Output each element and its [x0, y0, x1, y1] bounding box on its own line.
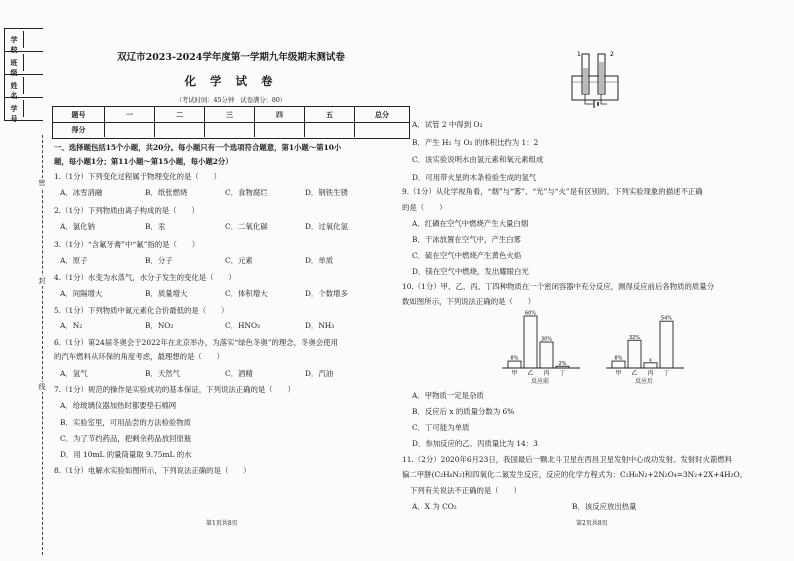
section1-title-line1: 一、选择题包括15个小题，共20分。每小题只有一个选项符合题意，第1小题～第10小: [54, 143, 342, 152]
score-cell[interactable]: [205, 122, 255, 137]
binding-field-box[interactable]: [23, 54, 42, 71]
score-cell[interactable]: [105, 122, 155, 137]
q6-option-b[interactable]: B．天然气: [145, 369, 180, 378]
chart-bar: [508, 361, 521, 368]
tube-2-label: 2: [610, 51, 614, 58]
subject-title: 化 学 试 卷: [184, 74, 278, 88]
binding-field-name: [4, 74, 43, 98]
binding-field-box[interactable]: [23, 31, 42, 48]
q10-option-b[interactable]: B．反应后 x 的质量分数为 6%: [412, 407, 515, 416]
q1-option-b[interactable]: B．纸张燃烧: [145, 188, 188, 197]
score-table-header: 三: [205, 107, 255, 122]
chart-data-label: 30%: [540, 336, 553, 343]
score-table-header: 总分: [375, 110, 389, 119]
q11-stem-line3: 下列有关说法不正确的是（ ）: [410, 486, 521, 495]
chart-category-label: 丁: [663, 370, 670, 377]
q10-option-c[interactable]: C．丁可能为单质: [412, 423, 470, 432]
q9-option-c[interactable]: C．硫在空气中燃烧产生黄色火焰: [412, 251, 522, 260]
bar-chart-after: [604, 308, 686, 388]
q11-stem-line2: 偏二甲肼(C₂H₈N₂)和四氧化二氮发生反应，反应的化学方程式为：C₂H₈N₂+2N₂O₄=3N₂+2X+4H₂O。: [402, 470, 748, 479]
chart-bar: [524, 316, 537, 368]
chart-bar: [612, 361, 625, 368]
q3-option-a[interactable]: A．原子: [60, 256, 88, 265]
water-in-tube-1: [583, 68, 588, 94]
binding-field-label: 学 校: [10, 35, 18, 54]
chart-category-label: 甲: [615, 370, 622, 377]
q5-option-a[interactable]: A．N₂: [60, 321, 83, 330]
q3-option-d[interactable]: D．单质: [305, 256, 334, 265]
q8-option-a[interactable]: A．试管 2 中得到 O₂: [412, 120, 483, 129]
score-table-header: 一: [105, 107, 155, 122]
score-table-header: 四: [255, 107, 305, 122]
q4-option-b[interactable]: B．质量增大: [145, 289, 188, 298]
exam-title: 双辽市2023-2024学年度第一学期九年级期末测试卷: [117, 52, 345, 63]
q1-option-d[interactable]: D．钢铁生锈: [305, 188, 348, 197]
q9-option-b[interactable]: B．干冰放置在空气中，产生白雾: [412, 235, 521, 244]
electrolysis-diagram: [560, 48, 632, 110]
q6-stem-line1: 6.（1分）第24届冬奥会于2022年在北京举办，为落实“绿色冬奥”的理念，冬奥会使用: [54, 338, 339, 347]
seal-line: [42, 135, 43, 555]
chart-data-label: x: [649, 357, 652, 364]
q7-option-b[interactable]: B．实验室里，可用品尝的方法检验物质: [60, 418, 192, 427]
section1-title-line2: 题，每小题1分；第11小题～第15小题，每小题2分）: [54, 157, 233, 166]
chart-category-label: 丁: [559, 370, 566, 377]
chart-category-label: 丙: [543, 370, 550, 377]
water-in-tube-2: [599, 62, 604, 94]
water-trough: [572, 76, 618, 100]
q4-stem: 4.（1分）水变为水蒸气，水分子发生的变化是（ ）: [54, 273, 236, 282]
q1-option-a[interactable]: A．冰雪消融: [60, 188, 103, 197]
chart-bar: [660, 321, 673, 368]
binding-field-box[interactable]: [23, 100, 42, 117]
q10-stem-line1: 10.（1分）甲、乙、丙、丁四种物质在一个密闭容器中充分反应，测得反应前后各物质的质量分: [402, 282, 715, 291]
q7-option-a[interactable]: A．给玻璃仪器加热时都要垫石棉网: [60, 401, 177, 410]
seal-char-feng: 封: [36, 276, 48, 286]
q10-option-a[interactable]: A．甲物质一定是杂质: [412, 391, 484, 400]
q8-stem: 8.（1分）电解水实验如图所示，下列说法正确的是（ ）: [54, 466, 251, 475]
score-cell[interactable]: [355, 122, 409, 137]
q5-option-d[interactable]: D．NH₃: [305, 321, 335, 330]
chart-x-label: 反应前: [530, 378, 550, 385]
seal-char-mi: 密: [36, 178, 48, 188]
binding-field-id: [4, 97, 43, 121]
q2-stem: 2.（1分）下列物质由离子构成的是（ ）: [54, 206, 199, 215]
chart-category-label: 乙: [527, 370, 534, 377]
q7-option-c[interactable]: C．为了节约药品，把剩余药品放回原瓶: [60, 434, 192, 443]
q6-option-a[interactable]: A．氢气: [60, 369, 88, 378]
bar-chart-before: [500, 308, 582, 388]
exam-info: （考试时间：45分钟 试卷满分：80）: [175, 97, 287, 104]
score-table-header: 二: [155, 107, 205, 122]
page-footer-right: 第2页共8页: [576, 520, 608, 527]
binding-field-class: [4, 51, 43, 75]
q9-option-a[interactable]: A．红磷在空气中燃烧产生大量白烟: [412, 219, 529, 228]
q7-stem: 7.（1分）规范的操作是实验成功的基本保证，下列说法正确的是（ ）: [54, 385, 295, 394]
chart-data-label: 2%: [558, 360, 567, 367]
q3-stem: 3.（1分）“含氟牙膏”中“氟”指的是（ ）: [54, 240, 200, 249]
q9-option-d[interactable]: D．镁在空气中燃烧，发出耀眼白光: [412, 267, 529, 276]
q3-option-b[interactable]: B．分子: [145, 256, 173, 265]
electrode-wires: [585, 94, 607, 104]
q11-option-a[interactable]: A．X 为 CO₂: [412, 502, 457, 511]
score-table-score-row: [53, 122, 409, 137]
q9-stem-line1: 9.（1分）从化学视角看，“烟”与“雾”、“光”与“火”是有区别的。下列实验现象的描述不正确: [402, 187, 703, 196]
q1-stem: 1.（1分）下列变化过程属于物理变化的是（ ）: [54, 172, 221, 181]
q4-option-a[interactable]: A．间隔增大: [60, 289, 103, 298]
q4-option-d[interactable]: D．个数增多: [305, 289, 348, 298]
page-footer-left: 第1页共8页: [206, 520, 238, 527]
q10-stem-line2: 数如图所示，下列说法正确的是（ ）: [402, 297, 536, 306]
binding-field-label: 班 级: [10, 58, 18, 77]
q7-option-d[interactable]: D．用 10mL 的量筒量取 9.75mL 的水: [60, 450, 192, 459]
q2-option-c[interactable]: C．二氧化碳: [225, 222, 268, 231]
q2-option-d[interactable]: D．过氧化氢: [305, 222, 348, 231]
score-row-label: 得分: [53, 122, 105, 137]
chart-x-label: 反应后: [634, 378, 654, 385]
q5-stem: 5.（1分）下列物质中氮元素化合价最低的是（ ）: [54, 306, 229, 315]
score-table-header: 五: [305, 107, 355, 122]
q6-option-d[interactable]: D．汽油: [305, 369, 334, 378]
binding-field-box[interactable]: [23, 77, 42, 94]
tube-1-label: 1: [577, 51, 581, 58]
chart-bar: [644, 363, 657, 368]
chart-category-label: 甲: [511, 370, 518, 377]
chart-data-label: 32%: [628, 334, 641, 341]
q4-option-c[interactable]: C．体积增大: [225, 289, 268, 298]
chart-data-label: 8%: [510, 355, 519, 362]
q5-option-c[interactable]: C．HNO₃: [225, 321, 260, 330]
q2-option-b[interactable]: B．汞: [145, 222, 166, 231]
q1-option-c[interactable]: C．食物腐烂: [225, 188, 268, 197]
binding-field-label: 姓 名: [10, 81, 18, 100]
score-table-header: 题号: [53, 107, 105, 122]
chart-category-label: 乙: [631, 370, 638, 377]
q2-option-a[interactable]: A．氯化钠: [60, 222, 95, 231]
chart-category-label: 丙: [647, 370, 654, 377]
q10-option-d[interactable]: D．参加反应的乙、丙质量比为 14：3: [412, 439, 538, 448]
q8-option-c[interactable]: C．该实验说明水由氢元素和氧元素组成: [412, 155, 544, 164]
q6-option-c[interactable]: C．酒精: [225, 369, 253, 378]
score-table-header-row: [53, 107, 409, 123]
chart-data-label: 8%: [614, 355, 623, 362]
q11-option-b[interactable]: B．该反应放出热量: [572, 502, 637, 511]
score-cell[interactable]: [155, 122, 205, 137]
score-table: [52, 106, 410, 139]
binding-field-school: [4, 28, 43, 52]
q5-option-b[interactable]: B．NO₂: [145, 321, 174, 330]
chart-data-label: 60%: [524, 310, 537, 317]
chart-bar: [540, 342, 553, 368]
q8-option-d[interactable]: D．可用带火星的木条检验生成的氢气: [412, 173, 537, 182]
q9-stem-line2: 的是（ ）: [402, 203, 447, 212]
score-cell[interactable]: [255, 122, 305, 137]
seal-char-xian: 线: [36, 382, 48, 392]
score-cell[interactable]: [305, 122, 355, 137]
chart-data-label: 54%: [660, 315, 673, 322]
q11-stem-line1: 11.（2分）2020年6月23日，我国最后一颗北斗卫星在西昌卫星发射中心成功发射。发射时火箭燃料: [402, 455, 733, 464]
q8-option-b[interactable]: B．产生 H₂ 与 O₂ 的体积比约为 1：2: [412, 138, 539, 147]
binding-field-label: 学 号: [10, 104, 18, 123]
binding-strip: [0, 0, 46, 561]
q6-stem-line2: 的汽车燃料从环保的角度考虑，最理想的是（ ）: [54, 352, 224, 361]
chart-bar: [628, 340, 641, 368]
q3-option-c[interactable]: C．元素: [225, 256, 253, 265]
